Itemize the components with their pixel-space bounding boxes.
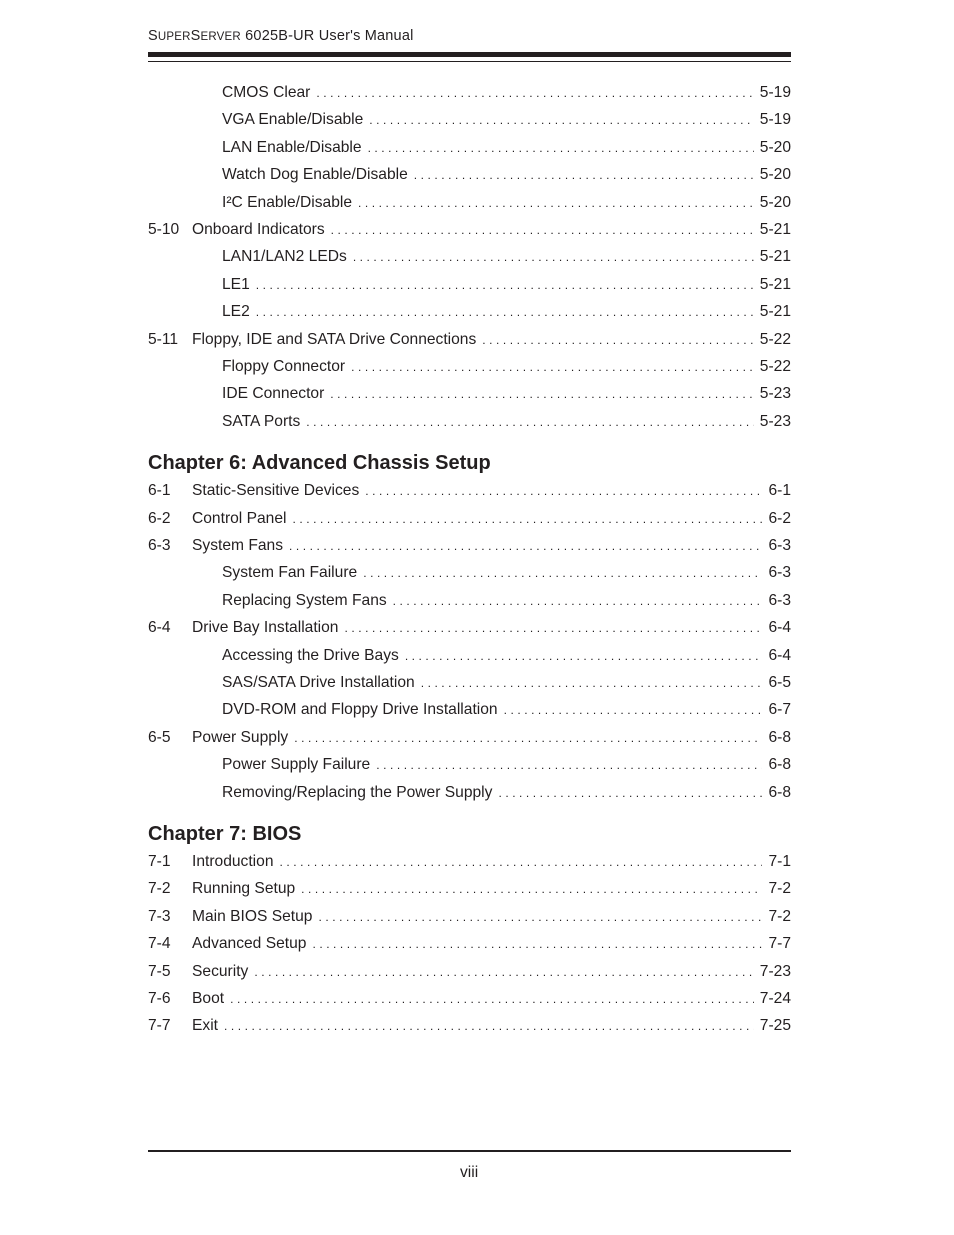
toc-entry-page: 7-2 xyxy=(768,907,791,925)
toc-entry-title: Introduction xyxy=(192,853,274,870)
toc-entry-page: 6-3 xyxy=(768,564,791,582)
toc-entry-number: 6-4 xyxy=(148,619,171,637)
toc-entry-page: 5-21 xyxy=(759,248,791,266)
toc-entry-title: Exit xyxy=(192,1017,218,1035)
toc-entry-title: IDE Connector xyxy=(222,385,325,403)
toc-entry-page: 6-1 xyxy=(768,482,791,500)
toc-entry-title: Drive Bay Installation xyxy=(192,619,339,637)
toc-entry-number: 7-3 xyxy=(148,907,171,925)
toc-entry-title: Security xyxy=(192,962,249,980)
toc-subentry[interactable] xyxy=(148,413,791,435)
dot-leader xyxy=(294,731,762,745)
dot-leader xyxy=(306,415,754,429)
toc-entry-page: 5-21 xyxy=(759,221,791,238)
dot-leader xyxy=(414,168,754,182)
dot-leader xyxy=(376,758,762,772)
toc-entry-page: 6-8 xyxy=(768,783,791,801)
toc-subentry[interactable] xyxy=(148,358,791,380)
toc-entry[interactable] xyxy=(148,880,791,902)
toc-entry-page: 6-4 xyxy=(768,646,791,664)
toc-entry[interactable] xyxy=(148,510,791,532)
toc-entry-page: 7-24 xyxy=(759,990,791,1007)
toc-entry[interactable] xyxy=(148,537,791,559)
running-header xyxy=(148,28,414,44)
toc-entry-page: 7-2 xyxy=(768,880,791,898)
toc-entry-page: 6-3 xyxy=(768,537,791,554)
toc-subentry[interactable] xyxy=(148,84,791,106)
toc-entry-number: 6-3 xyxy=(148,537,171,554)
dot-leader xyxy=(318,910,762,924)
header-title-b-cap: S xyxy=(190,28,201,44)
toc-entry-title: LE2 xyxy=(222,303,250,321)
dot-leader xyxy=(292,512,762,526)
dot-leader xyxy=(230,992,754,1006)
toc-subentry[interactable] xyxy=(148,756,791,778)
toc-entry-page: 6-5 xyxy=(768,674,791,691)
toc-entry-title: Control Panel xyxy=(192,509,287,527)
toc-entry-number: 7-6 xyxy=(148,990,171,1007)
header-title-a-cap: S xyxy=(148,28,158,44)
toc-entry-number: 5-11 xyxy=(148,330,179,348)
header-rule-thin xyxy=(148,61,791,62)
dot-leader xyxy=(224,1019,754,1033)
toc-subentry[interactable] xyxy=(148,647,791,669)
toc-entry-page: 6-7 xyxy=(768,701,791,719)
toc-entry-title: LE1 xyxy=(222,275,250,293)
toc-entry-number: 7-2 xyxy=(148,880,171,898)
toc-entry[interactable] xyxy=(148,908,791,930)
toc-entry-title: VGA Enable/Disable xyxy=(222,111,364,129)
dot-leader xyxy=(256,278,754,292)
dot-leader xyxy=(353,250,754,264)
header-title-a-rest: UPER xyxy=(157,31,191,43)
dot-leader xyxy=(301,882,762,896)
toc-subentry[interactable] xyxy=(148,248,791,270)
chapter-heading: Chapter 7: BIOS xyxy=(148,823,302,845)
toc-entry-title: Floppy, IDE and SATA Drive Connections xyxy=(192,330,477,348)
toc-entry-title: LAN Enable/Disable xyxy=(222,138,362,156)
toc-entry-page: 6-8 xyxy=(768,756,791,774)
toc-entry-title: Power Supply xyxy=(192,728,289,746)
toc-entry-page: 5-20 xyxy=(759,138,791,156)
toc-entry-title: Main BIOS Setup xyxy=(192,907,313,925)
toc-entry-number: 6-1 xyxy=(148,482,171,500)
toc-entry-number: 7-7 xyxy=(148,1017,171,1035)
toc-entry-page: 5-19 xyxy=(759,84,791,101)
toc-entry[interactable] xyxy=(148,853,791,875)
toc-entry-title: Static-Sensitive Devices xyxy=(192,482,360,500)
toc-subentry[interactable] xyxy=(148,784,791,806)
toc-subentry[interactable] xyxy=(148,139,791,161)
toc-entry[interactable] xyxy=(148,331,791,353)
dot-leader xyxy=(393,594,763,608)
toc-entry-title: SATA Ports xyxy=(222,412,301,430)
footer-page-number: viii xyxy=(460,1164,479,1181)
dot-leader xyxy=(504,703,763,717)
toc-entry-page: 7-23 xyxy=(759,962,791,980)
toc-subentry[interactable] xyxy=(148,701,791,723)
dot-leader xyxy=(289,539,762,553)
toc-entry[interactable] xyxy=(148,990,791,1012)
dot-leader xyxy=(482,333,754,347)
toc-entry-title: I²C Enable/Disable xyxy=(222,193,353,211)
dot-leader xyxy=(351,360,754,374)
toc-entry-page: 5-22 xyxy=(759,330,791,348)
toc-subentry[interactable] xyxy=(148,564,791,586)
toc-entry[interactable] xyxy=(148,963,791,985)
dot-leader xyxy=(421,676,763,690)
toc-entry-page: 6-8 xyxy=(768,728,791,746)
dot-leader xyxy=(365,484,762,498)
toc-entry-title: Accessing the Drive Bays xyxy=(222,646,399,664)
dot-leader xyxy=(316,86,753,100)
toc-entry-title: Boot xyxy=(192,990,225,1007)
toc-entry-number: 7-1 xyxy=(148,853,171,870)
toc-entry-title: Watch Dog Enable/Disable xyxy=(222,166,408,184)
toc-entry-page: 5-20 xyxy=(759,193,791,211)
toc-entry[interactable] xyxy=(148,729,791,751)
chapter-heading: Chapter 6: Advanced Chassis Setup xyxy=(148,452,491,475)
toc-subentry[interactable] xyxy=(148,303,791,325)
toc-entry-page: 5-21 xyxy=(759,303,791,321)
toc-entry-title: Power Supply Failure xyxy=(222,756,371,774)
dot-leader xyxy=(344,621,762,635)
dot-leader xyxy=(280,855,763,869)
toc-entry[interactable] xyxy=(148,482,791,504)
toc-entry[interactable] xyxy=(148,619,791,641)
toc-subentry[interactable] xyxy=(148,674,791,696)
toc-subentry[interactable] xyxy=(148,385,791,407)
toc-entry-title: DVD-ROM and Floppy Drive Installation xyxy=(222,701,498,719)
dot-leader xyxy=(256,305,754,319)
toc-subentry[interactable] xyxy=(148,276,791,298)
toc-entry-page: 7-1 xyxy=(768,853,791,870)
toc-entry-page: 6-2 xyxy=(768,509,791,527)
toc-entry-title: Running Setup xyxy=(192,880,296,898)
dot-leader xyxy=(369,113,753,127)
toc-entry-title: Floppy Connector xyxy=(222,358,346,375)
header-title-tail: 6025B-UR User's Manual xyxy=(240,28,414,44)
dot-leader xyxy=(312,937,762,951)
toc-entry-page: 6-4 xyxy=(768,619,791,637)
toc-entry-title: Onboard Indicators xyxy=(192,221,325,238)
toc-subentry[interactable] xyxy=(148,592,791,614)
toc-entry[interactable] xyxy=(148,935,791,957)
dot-leader xyxy=(358,196,754,210)
toc-entry-page: 5-21 xyxy=(759,275,791,293)
toc-entry-title: System Fan Failure xyxy=(222,564,358,582)
toc-entry-number: 6-5 xyxy=(148,728,171,746)
header-rule-thick xyxy=(148,52,791,57)
toc-entry-page: 6-3 xyxy=(768,591,791,609)
toc-subentry[interactable] xyxy=(148,194,791,216)
toc-entry-page: 5-23 xyxy=(759,412,791,430)
toc-subentry[interactable] xyxy=(148,166,791,188)
toc-entry-page: 5-20 xyxy=(759,166,791,184)
toc-entry-number: 5-10 xyxy=(148,221,180,238)
toc-entry-title: LAN1/LAN2 LEDs xyxy=(222,248,347,266)
toc-entry-page: 5-23 xyxy=(759,385,791,403)
toc-subentry[interactable] xyxy=(148,111,791,133)
dot-leader xyxy=(368,141,754,155)
toc-entry[interactable] xyxy=(148,221,791,243)
dot-leader xyxy=(330,387,754,401)
header-title-b-rest: ERVER xyxy=(200,31,241,43)
toc-entry-title: SAS/SATA Drive Installation xyxy=(222,674,415,691)
toc-entry-title: Replacing System Fans xyxy=(222,591,387,609)
toc-entry-title: CMOS Clear xyxy=(222,84,311,101)
footer-rule xyxy=(148,1150,791,1152)
toc-entry-title: System Fans xyxy=(192,537,283,554)
toc-entry[interactable] xyxy=(148,1017,791,1039)
dot-leader xyxy=(254,965,753,979)
dot-leader xyxy=(498,786,762,800)
toc-entry-page: 7-25 xyxy=(759,1017,791,1035)
dot-leader xyxy=(405,649,763,663)
toc-entry-number: 6-2 xyxy=(148,509,171,527)
dot-leader xyxy=(363,566,762,580)
toc-entry-page: 5-19 xyxy=(759,111,791,129)
toc-entry-title: Advanced Setup xyxy=(192,935,307,953)
toc-entry-page: 5-22 xyxy=(759,358,791,375)
dot-leader xyxy=(331,223,754,237)
toc-entry-page: 7-7 xyxy=(768,935,791,953)
toc-entry-number: 7-5 xyxy=(148,962,171,980)
toc-entry-title: Removing/Replacing the Power Supply xyxy=(222,783,493,801)
toc-entry-number: 7-4 xyxy=(148,935,171,953)
